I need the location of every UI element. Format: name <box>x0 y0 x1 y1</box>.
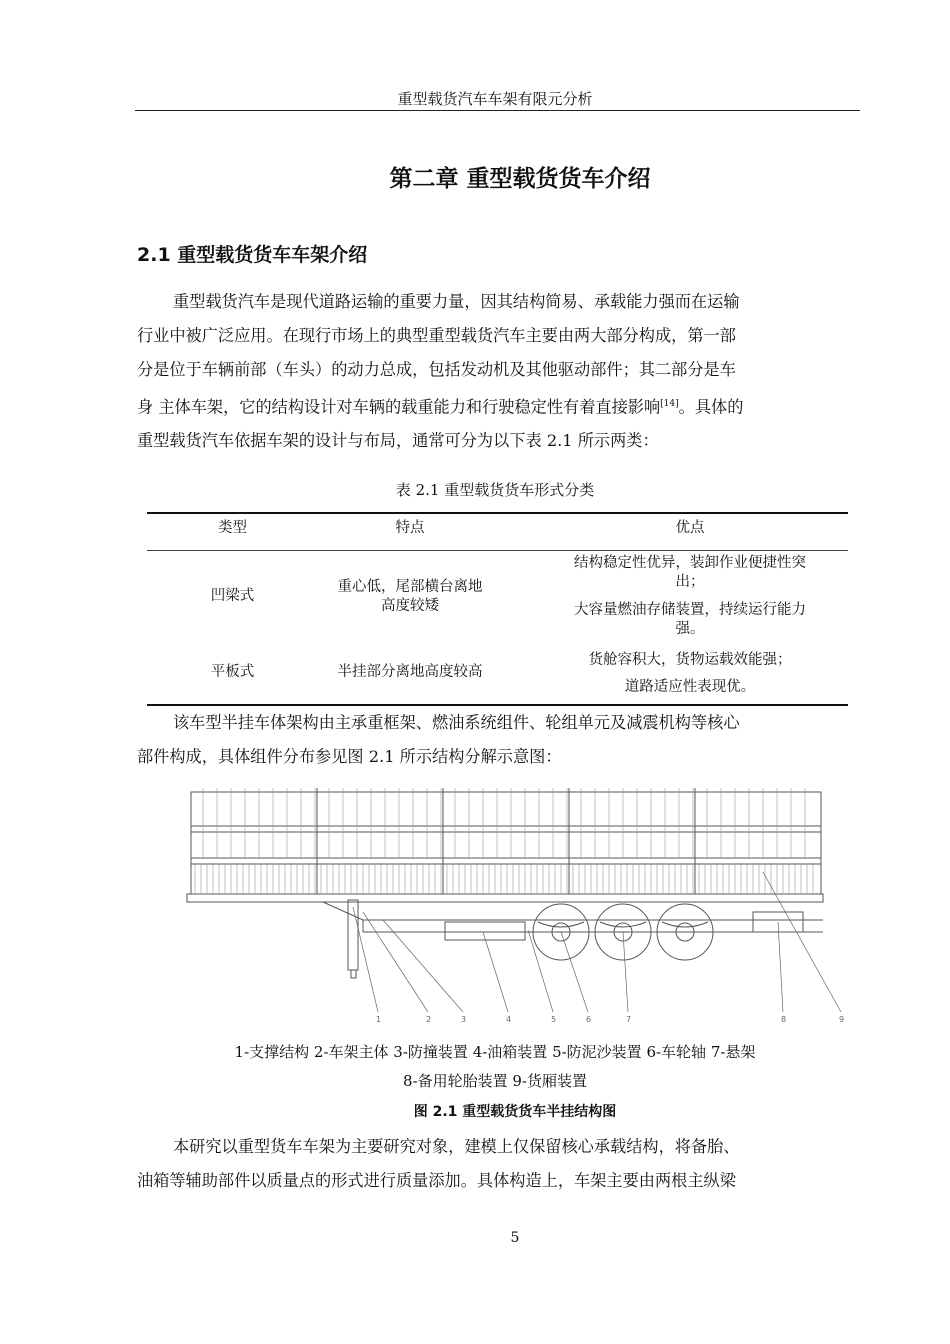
row1-feature-l1: 重心低，尾部横台离地 <box>337 579 483 595</box>
paragraph-3 <box>137 1130 850 1198</box>
callout-7: 7 <box>626 1015 632 1024</box>
table-header-rule <box>147 550 848 551</box>
table-caption: 表 2.1 重型载货货车形式分类 <box>395 481 595 499</box>
row1-adv1-l1: 结构稳定性优异，装卸作业便捷性突 <box>574 555 806 571</box>
figure-legend-line1: 1-支撑结构 2-车架主体 3-防撞装置 4-油箱装置 5-防泥沙装置 6-车轮轴 7-悬架 <box>234 1043 756 1061</box>
p1-line5: 重型载货汽车依据车架的设计与布局，通常可分为以下表 2.1 所示两类： <box>137 431 659 451</box>
callout-5: 5 <box>551 1015 557 1024</box>
row1-adv2-l2: 强。 <box>675 621 705 637</box>
semi-trailer-drawing <box>183 782 853 1027</box>
cargo-box-outline <box>191 792 821 894</box>
row1-adv1-l2: 出； <box>675 574 705 590</box>
row1-adv1 <box>545 554 835 592</box>
table-top-rule <box>147 512 848 514</box>
row2-feature: 半挂部分离地高度较高 <box>337 664 483 680</box>
cargo-slats <box>195 788 813 893</box>
p1-line4-text: 身 主体车架，它的结构设计对车辆的载重能力和行驶稳定性有着直接影响 <box>137 397 661 417</box>
paragraph-2 <box>137 706 850 774</box>
p1-line3: 分是位于车辆前部（车头）的动力总成，包括发动机及其他驱动部件；其二部分是车 <box>137 360 736 379</box>
section-title: 2.1 重型载货货车车架介绍 <box>137 244 368 266</box>
chapter-title: 第二章 重型载货货车介绍 <box>389 166 651 192</box>
p1-line4 <box>137 387 850 424</box>
callout-1: 1 <box>376 1015 382 1024</box>
table-header-type: 类型 <box>218 520 247 536</box>
figure-legend-line2: 8-备用轮胎装置 9-货厢装置 <box>403 1072 587 1090</box>
callout-8: 8 <box>781 1015 787 1024</box>
callout-6: 6 <box>586 1015 592 1024</box>
row1-adv2-l1: 大容量燃油存储装置，持续运行能力 <box>574 602 806 618</box>
p2-line1: 该车型半挂车体架构由主承重框架、燃油系统组件、轮组单元及减震机构等核心 <box>173 713 740 732</box>
page-number: 5 <box>510 1230 520 1246</box>
row2-adv1: 货舱容积大，货物运载效能强； <box>588 652 792 668</box>
row1-feature <box>315 578 505 616</box>
p3-line2: 油箱等辅助部件以质量点的形式进行质量添加。具体构造上，车架主要由两根主纵梁 <box>137 1171 736 1190</box>
citation[interactable]: [14] <box>660 399 679 409</box>
callout-9: 9 <box>839 1015 845 1024</box>
row2-adv2: 道路适应性表现优。 <box>624 679 756 695</box>
table-header-feature: 特点 <box>395 520 425 536</box>
p1-line2: 行业中被广泛应用。在现行市场上的典型重型载货汽车主要由两大部分构成，第一部 <box>137 326 736 345</box>
p2-line2: 部件构成，具体组件分布参见图 2.1 所示结构分解示意图： <box>137 747 562 766</box>
p3-line1: 本研究以重型货车车架为主要研究对象，建模上仅保留核心承载结构，将备胎、 <box>173 1137 740 1156</box>
header-rule <box>135 110 860 111</box>
callout-3: 3 <box>461 1015 467 1024</box>
callout-2: 2 <box>426 1015 432 1024</box>
callout-4: 4 <box>506 1015 512 1024</box>
table-header-advantage: 优点 <box>675 520 705 536</box>
running-header: 重型载货汽车车架有限元分析 <box>397 90 593 108</box>
p1-line4-tail: 。具体的 <box>678 397 744 417</box>
row1-feature-l2: 高度较矮 <box>381 598 439 614</box>
row2-type: 平板式 <box>210 664 255 680</box>
figure-caption: 图 2.1 重型载货货车半挂结构图 <box>413 1104 617 1120</box>
row1-adv2 <box>545 601 835 639</box>
p1-line1: 重型载货汽车是现代道路运输的重要力量，因其结构简易、承载能力强而在运输 <box>173 292 740 311</box>
paragraph-1 <box>137 285 850 458</box>
row1-type: 凹梁式 <box>210 588 255 604</box>
